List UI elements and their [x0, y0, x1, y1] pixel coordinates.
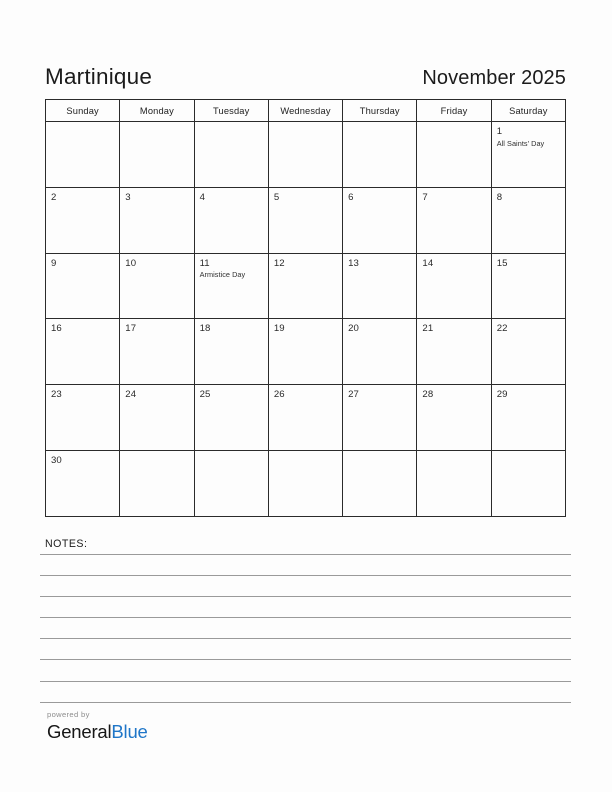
- notes-line[interactable]: [40, 638, 571, 639]
- day-number: 19: [273, 323, 285, 335]
- day-number: 16: [51, 323, 62, 335]
- day-event-label: Armistice Day: [199, 270, 246, 280]
- day-number: 5: [273, 191, 280, 203]
- day-number: 3: [125, 191, 131, 203]
- weekday-header-saturday: Saturday: [492, 100, 566, 122]
- day-number: 20: [348, 323, 359, 335]
- day-cell-empty: [417, 451, 491, 517]
- day-number: 28: [422, 389, 434, 401]
- weekday-header-sunday: Sunday: [46, 100, 120, 122]
- day-cell-6[interactable]: [343, 188, 417, 254]
- day-cell-17[interactable]: [120, 319, 194, 385]
- notes-line[interactable]: [40, 575, 571, 576]
- day-cell-26[interactable]: [269, 385, 343, 451]
- notes-lines: [40, 554, 571, 703]
- day-cell-24[interactable]: [120, 385, 194, 451]
- day-number: 27: [348, 389, 359, 401]
- day-cell-7[interactable]: [417, 188, 491, 254]
- weekday-header-tuesday: Tuesday: [195, 100, 269, 122]
- calendar-week-row: [46, 385, 566, 451]
- day-cell-empty: [195, 122, 269, 188]
- day-number: 29: [496, 389, 508, 401]
- day-number: 26: [273, 389, 285, 401]
- day-number: 6: [348, 191, 354, 203]
- day-cell-4[interactable]: [195, 188, 269, 254]
- day-number: 2: [51, 191, 57, 203]
- day-cell-22[interactable]: [492, 319, 566, 385]
- calendar-week-row: [46, 319, 566, 385]
- day-number: 21: [422, 323, 434, 335]
- weekday-header-row: [46, 100, 566, 122]
- day-number: 14: [422, 257, 434, 269]
- day-number: 1: [496, 126, 503, 137]
- day-cell-18[interactable]: [195, 319, 269, 385]
- day-cell-25[interactable]: [195, 385, 269, 451]
- day-cell-1[interactable]: [492, 122, 566, 188]
- day-number: 17: [125, 323, 137, 335]
- generalblue-logo[interactable]: [47, 721, 148, 742]
- day-number: 22: [496, 323, 508, 335]
- notes-line[interactable]: [40, 554, 571, 555]
- day-cell-21[interactable]: [417, 319, 491, 385]
- day-cell-9[interactable]: [46, 254, 120, 320]
- day-cell-5[interactable]: [269, 188, 343, 254]
- notes-line[interactable]: [40, 659, 571, 660]
- day-number: 25: [199, 389, 211, 401]
- day-number: 4: [199, 191, 205, 203]
- day-cell-empty: [120, 451, 194, 517]
- day-cell-empty: [269, 122, 343, 188]
- powered-by-label: powered by: [47, 710, 90, 719]
- calendar-week-row: [46, 188, 566, 254]
- day-cell-empty: [343, 451, 417, 517]
- day-cell-16[interactable]: [46, 319, 120, 385]
- calendar-grid: [45, 99, 566, 517]
- day-cell-empty: [269, 451, 343, 517]
- day-cell-8[interactable]: [492, 188, 566, 254]
- logo-text-blue: Blue: [111, 721, 148, 742]
- day-cell-14[interactable]: [417, 254, 491, 320]
- footer-branding: [47, 710, 148, 742]
- day-number: 15: [496, 257, 508, 269]
- notes-line[interactable]: [40, 702, 571, 703]
- weekday-header-monday: Monday: [120, 100, 194, 122]
- day-cell-empty: [46, 122, 120, 188]
- day-cell-28[interactable]: [417, 385, 491, 451]
- day-number: 30: [51, 454, 62, 466]
- day-event-label: All Saints' Day: [496, 138, 545, 148]
- notes-label: NOTES:: [45, 538, 88, 550]
- day-cell-10[interactable]: [120, 254, 194, 320]
- day-number: 18: [199, 323, 211, 335]
- day-cell-27[interactable]: [343, 385, 417, 451]
- day-number: 10: [125, 257, 137, 269]
- day-number: 11: [199, 257, 210, 269]
- day-cell-11[interactable]: [195, 254, 269, 320]
- day-number: 8: [496, 191, 503, 203]
- day-number: 9: [51, 257, 57, 269]
- day-number: 23: [51, 389, 62, 401]
- calendar-header: [45, 46, 566, 88]
- day-cell-19[interactable]: [269, 319, 343, 385]
- notes-line[interactable]: [40, 596, 571, 597]
- notes-line[interactable]: [40, 617, 571, 618]
- day-cell-15[interactable]: [492, 254, 566, 320]
- day-number: 7: [422, 191, 428, 203]
- day-cell-23[interactable]: [46, 385, 120, 451]
- weekday-header-wednesday: Wednesday: [269, 100, 343, 122]
- notes-line[interactable]: [40, 681, 571, 682]
- day-cell-30[interactable]: [46, 451, 120, 517]
- calendar-week-row: [46, 122, 566, 188]
- month-year-title: November 2025: [422, 67, 566, 89]
- logo-text-general: General: [47, 721, 112, 742]
- day-number: 24: [125, 389, 137, 401]
- calendar-weeks: [46, 122, 566, 517]
- day-cell-20[interactable]: [343, 319, 417, 385]
- day-cell-empty: [120, 122, 194, 188]
- day-number: 13: [348, 257, 359, 269]
- calendar-week-row: [46, 451, 566, 517]
- day-cell-13[interactable]: [343, 254, 417, 320]
- day-number: 12: [273, 257, 285, 269]
- weekday-header-friday: Friday: [417, 100, 491, 122]
- notes-section: [40, 538, 571, 703]
- day-cell-empty: [343, 122, 417, 188]
- day-cell-empty: [417, 122, 491, 188]
- calendar-week-row: [46, 254, 566, 320]
- day-cell-3[interactable]: [120, 188, 194, 254]
- day-cell-2[interactable]: [46, 188, 120, 254]
- day-cell-12[interactable]: [269, 254, 343, 320]
- day-cell-empty: [492, 451, 566, 517]
- day-cell-29[interactable]: [492, 385, 566, 451]
- day-cell-empty: [195, 451, 269, 517]
- weekday-header-thursday: Thursday: [343, 100, 417, 122]
- page-title: Martinique: [45, 63, 153, 89]
